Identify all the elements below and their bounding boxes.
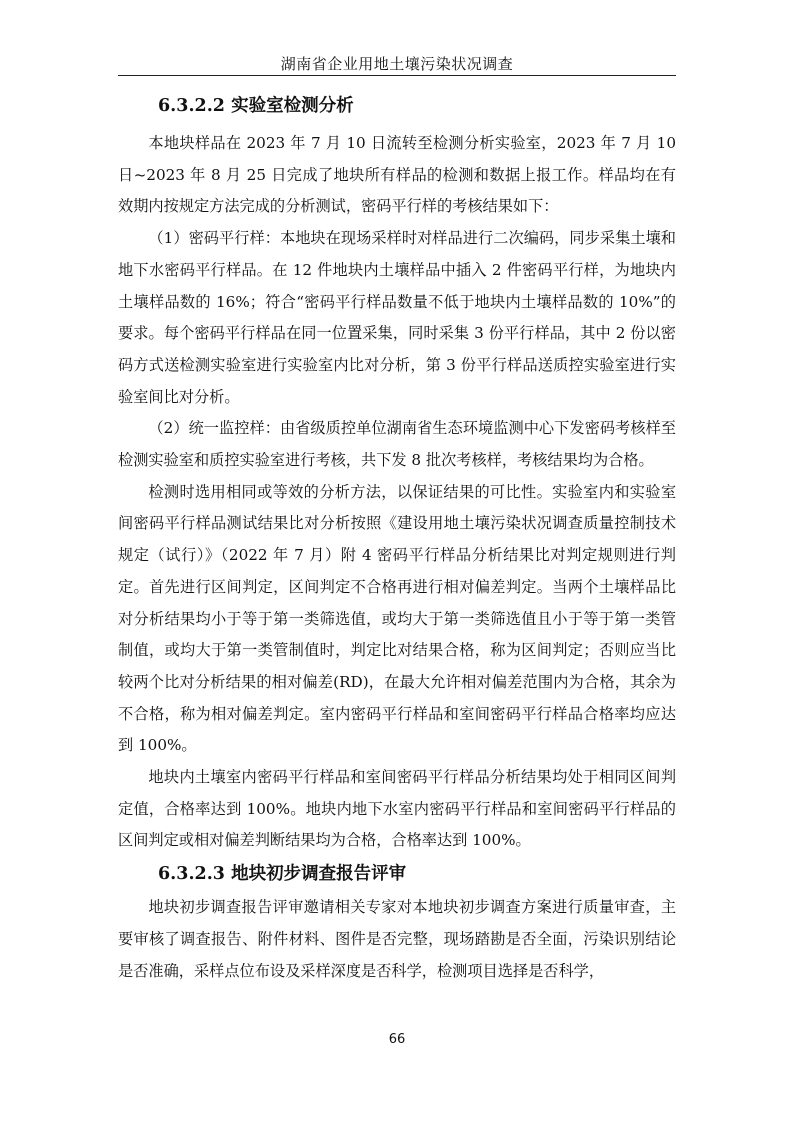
section-heading-6-3-2-3: 6.3.2.3 地块初步调查报告评审 (158, 864, 407, 885)
paragraph: （2）统一监控样：由省级质控单位湖南省生态环境监测中心下发密码考核样至检测实验室和质控实验室进行考核，共下发 8 批次考核样，考核结果均为合格。 (118, 419, 676, 470)
running-header-title: 湖南省企业用地土壤污染状况调查 (280, 55, 514, 73)
page-number: 66 (388, 1032, 406, 1047)
section-heading-6-3-2-2: 6.3.2.2 实验室检测分析 (158, 96, 354, 116)
paragraph: 检测时选用相同或等效的分析方法，以保证结果的可比性。实验室内和实验室间密码平行样品测试结果比对分析按照《建设用地土壤污染状况调查质量控制技术规定（试行）》（2022 年 7 月）附 4 密码平行样品分析结果比对判定规则进行判定。首先进行区间判定，区间判定不合格再进行相对偏差判定。当两个土壤样品比对分析结果均小于等于第一类筛选值，或均大于第一类筛选值且小于等于第一类管制值，或均大于第一类管制值时，判定比对结果合格，称为区间判定；否则应当比较两个比对分析结果的相对偏差(RD)，在最大允许相对偏差范围内为合格，其余为不合格，称为相对偏差判定。室内密码平行样品和室间密码平行样品合格率均应达到 100%。 (118, 482, 676, 755)
paragraph: 本地块样品在 2023 年 7 月 10 日流转至检测分析实验室，2023 年 7 月 10 日~2023 年 8 月 25 日完成了地块所有样品的检测和数据上报工作。样品均在有效期内按规定方法完成的分析测试，密码平行样的考核结果如下： (118, 134, 676, 216)
header-divider (118, 75, 676, 76)
paragraph: 地块内土壤室内密码平行样品和室间密码平行样品分析结果均处于相同区间判定值，合格率达到 100%。地块内地下水室内密码平行样品和室间密码平行样品的区间判定或相对偏差判断结果均为合格，合格率达到 100%。 (118, 768, 676, 850)
paragraph: （1）密码平行样：本地块在现场采样时对样品进行二次编码，同步采集土壤和地下水密码平行样品。在 12 件地块内土壤样品中插入 2 件密码平行样，为地块内土壤样品数的 16%；符合“密码平行样品数量不低于地块内土壤样品数的 10%”的要求。每个密码平行样品在同一位置采集，同时采集 3 份平行样品，其中 2 份以密码方式送检测实验室进行实验室内比对分析，第 3 份平行样品送质控实验室进行实验室间比对分析。 (118, 229, 676, 406)
page-body (118, 84, 676, 987)
paragraph: 地块初步调查报告评审邀请相关专家对本地块初步调查方案进行质量审查，主要审核了调查报告、附件材料、图件是否完整，现场踏勘是否全面，污染识别结论是否准确，采样点位布设及采样深度是否科学，检测项目选择是否科学， (118, 898, 676, 980)
